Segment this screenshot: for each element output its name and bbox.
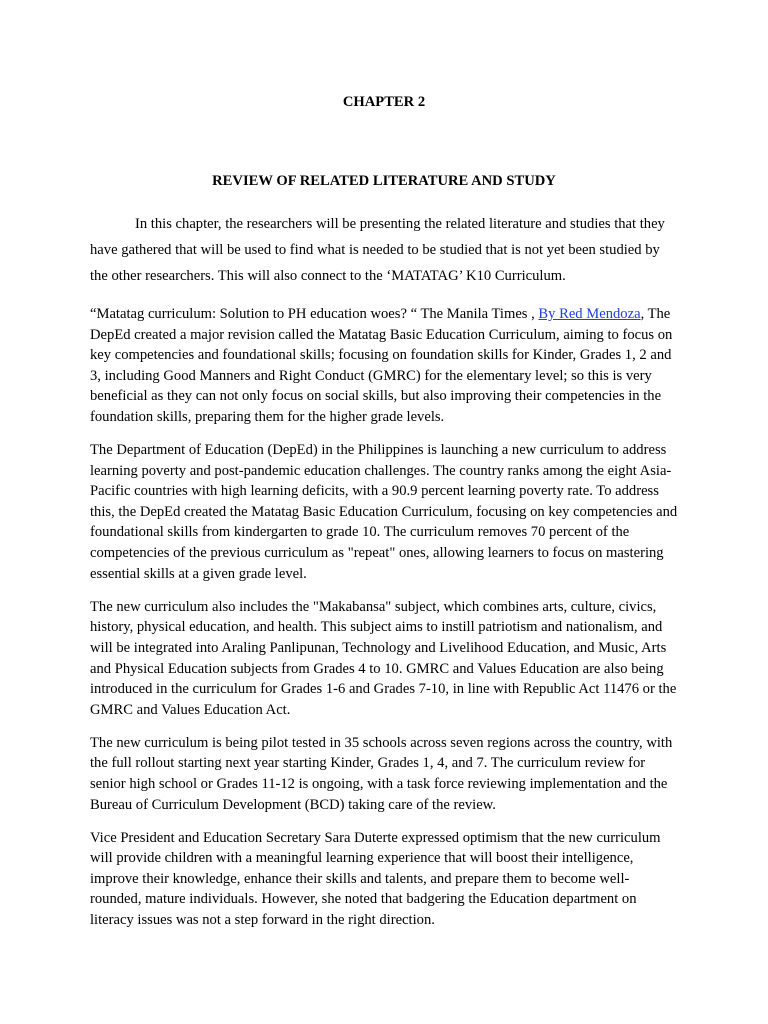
citation-prefix: “Matatag curriculum: Solution to PH education woes? “ The Manila Times ,	[90, 306, 539, 322]
citation-text: , The DepEd created a major revision called the Matatag Basic Education Curriculum, aiming to focus on key competencies and foundational skills; focusing on foundation skills for Kinder, Grades 1, 2 and 3, including Good Manners and Right Conduct (GMRC) for the elementary level; so this is very beneficial as they can not only focus on social skills, but also improving their competencies in the foundation skills, preparing them for the higher grade levels.	[90, 306, 673, 425]
body-paragraph-pilot-testing: The new curriculum is being pilot tested in 35 schools across seven regions across the country, with the full rollout starting next year starting Kinder, Grades 1, 4, and 7. The curriculum review for senior high school or Grades 11-12 is ongoing, with a task force reviewing implementation and the Bureau of Curriculum Development (BCD) taking care of the review.	[90, 734, 673, 813]
body-paragraph-vice-president: Vice President and Education Secretary Sara Duterte expressed optimism that the new curriculum will provide children with a meaningful learning experience that will boost their intelligence, improve their knowledge, enhance their skills and talents, and prepare them to become well-rounded, mature individuals. However, she noted that badgering the Education department on literacy issues was not a step forward in the right direction.	[90, 829, 661, 929]
intro-paragraph: In this chapter, the researchers will be presenting the related literature and studies that they have gathered that will be used to find what is needed to be studied that is not yet been studied by the other researchers. This will also connect to the ‘MATATAG’ K10 Curriculum.	[90, 216, 665, 284]
section-title: REVIEW OF RELATED LITERATURE AND STUDY	[212, 173, 556, 189]
body-paragraph-makabansa: The new curriculum also includes the "Makabansa" subject, which combines arts, culture, civics, history, physical education, and health. This subject aims to instill patriotism and nationalism, and will be integrated into Araling Panlipunan, Technology and Livelihood Education, and Music, Arts and Physical Education subjects from Grades 4 to 10. GMRC and Values Education are also being introduced in the curriculum for Grades 1-6 and Grades 7-10, in line with Republic Act 11476 or the GMRC and Values Education Act.	[90, 598, 677, 718]
body-text	[90, 304, 680, 943]
body-paragraph-deped-curriculum: The Department of Education (DepEd) in the Philippines is launching a new curriculum to address learning poverty and post-pandemic education challenges. The country ranks among the eight Asia-Pacific countries with high learning deficits, with a 90.9 percent learning poverty rate. To address this, the DepEd created the Matatag Basic Education Curriculum, focusing on key competencies and foundational skills from kindergarten to grade 10. The curriculum removes 70 percent of the competencies of the previous curriculum as "repeat" ones, allowing learners to focus on mastering essential skills at a given grade level.	[90, 442, 678, 582]
chapter-heading: CHAPTER 2	[342, 94, 426, 110]
citation-paragraph	[90, 304, 680, 428]
author-link[interactable]: By Red Mendoza	[538, 306, 641, 322]
